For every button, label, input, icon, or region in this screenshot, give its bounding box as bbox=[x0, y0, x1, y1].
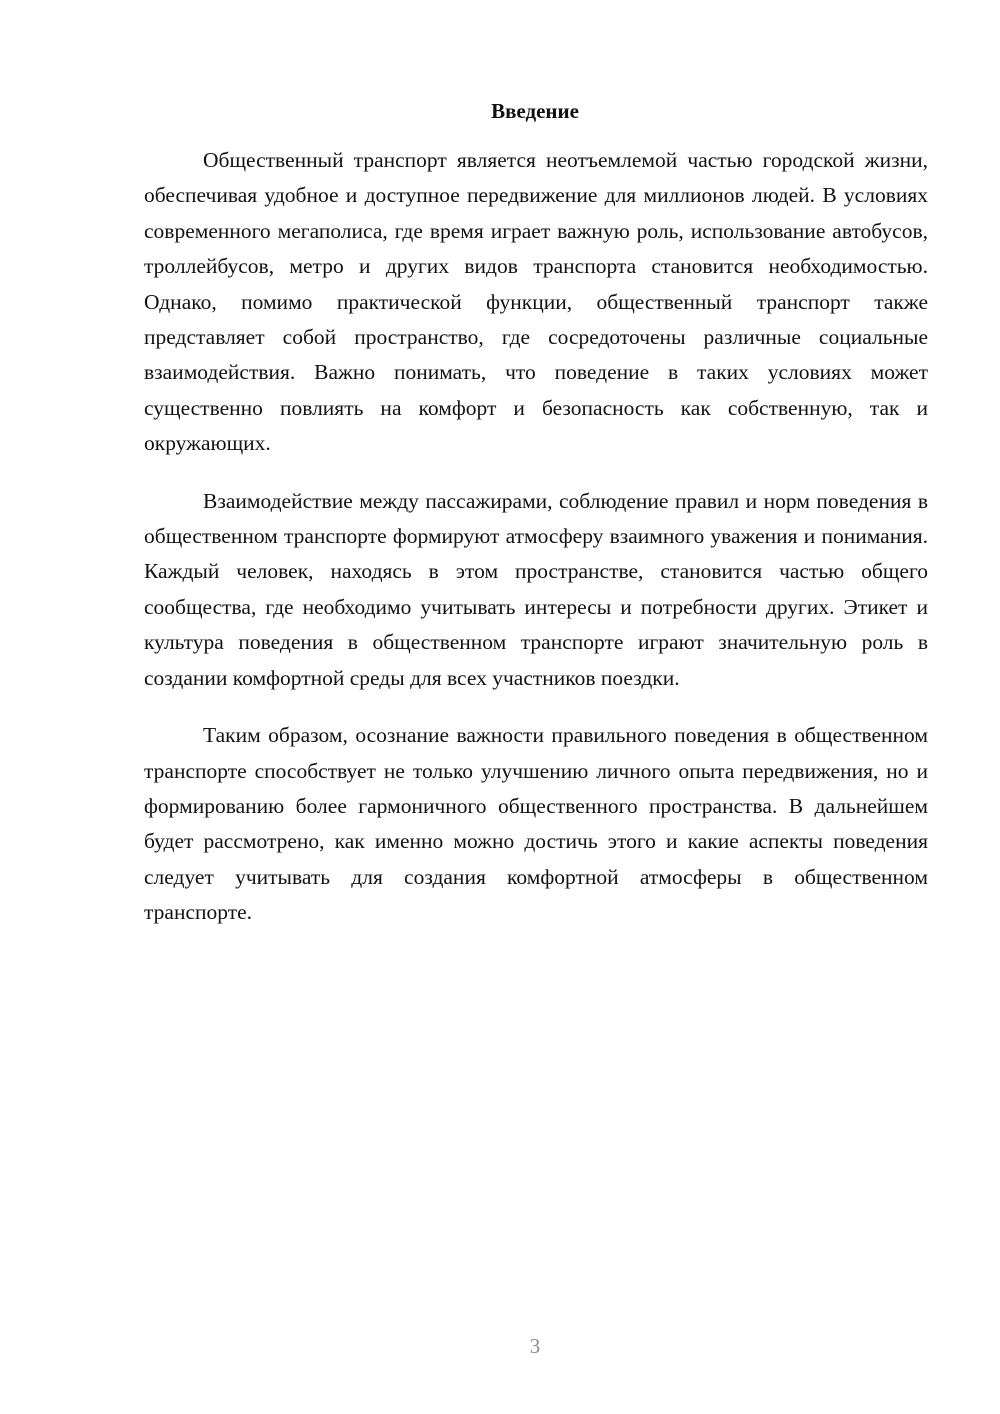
paragraph-1: Общественный транспорт является неотъемлемой частью городской жизни, обеспечивая удобное и доступное передвижение для миллионов людей. В условиях современного мегаполиса, где время играет важную роль, использование автобусов, троллейбусов, метро и других видов транспорта становится необходимостью. Однако, помимо практической функции, общественный транспорт также представляет собой пространство, где сосредоточены различные социальные взаимодействия. Важно понимать, что поведение в таких условиях может существенно повлиять на комфорт и безопасность как собственную, так и окружающих. bbox=[144, 148, 928, 456]
paragraph-2: Взаимодействие между пассажирами, соблюдение правил и норм поведения в общественном транспорте формируют атмосферу взаимного уважения и понимания. Каждый человек, находясь в этом пространстве, становится частью общего сообщества, где необходимо учитывать интересы и потребности других. Этикет и культура поведения в общественном транспорте играют значительную роль в создании комфортной среды для всех участников поездки. bbox=[144, 488, 928, 690]
section-heading: Введение bbox=[491, 99, 579, 123]
page-number: 3 bbox=[529, 1334, 541, 1358]
paragraph-3: Таким образом, осознание важности правильного поведения в общественном транспорте способствует не только улучшению личного опыта передвижения, но и формированию более гармоничного общественного пространства. В дальнейшем будет рассмотрено, как именно можно достичь этого и какие аспекты поведения следует учитывать для создания комфортной атмосферы в общественном транспорте. bbox=[144, 723, 928, 925]
body-text bbox=[144, 143, 928, 953]
